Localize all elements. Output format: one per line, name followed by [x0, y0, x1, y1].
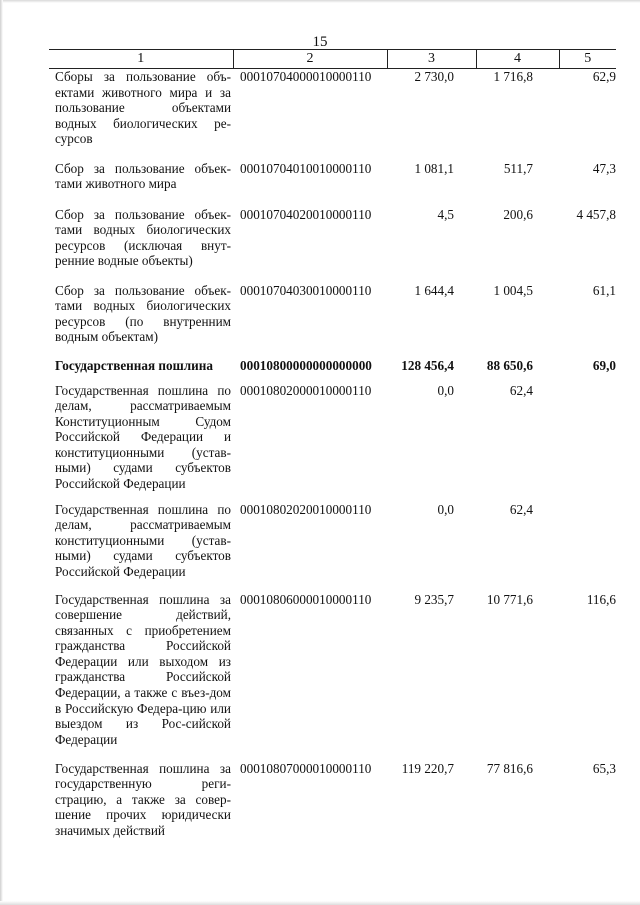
- row-value-5: [559, 383, 616, 502]
- budget-table: [49, 49, 616, 841]
- row-code: 00010800000000000000: [240, 357, 372, 373]
- row-value-4: 1 004,5: [493, 282, 533, 298]
- table-row: [49, 761, 616, 841]
- column-header-3: 3: [387, 50, 476, 69]
- row-value-5: 62,9: [592, 69, 616, 84]
- table-row: [49, 69, 616, 161]
- row-code: 00010704020010000110: [240, 206, 372, 222]
- row-value-4: 88 650,6: [486, 357, 533, 373]
- row-value-4: 62,4: [509, 501, 533, 517]
- scan-edge-left: [0, 0, 3, 905]
- row-value-5: 116,6: [586, 591, 616, 607]
- row-value-3: 1 644,4: [414, 282, 454, 298]
- row-name: Государственная пошлина по делам, рассматриваемым Конституционным Судом Российской Федерации и конституционными (устав-ными) судами субъектов Российской Федерации: [55, 382, 231, 492]
- row-value-4: 77 816,6: [486, 760, 533, 776]
- row-value-4: 200,6: [503, 206, 533, 222]
- row-value-3: 9 235,7: [414, 591, 454, 607]
- row-value-5: 65,3: [592, 760, 616, 776]
- row-value-3: 4,5: [437, 206, 454, 222]
- row-value-5: 4 457,8: [576, 206, 616, 222]
- column-header-5: 5: [559, 50, 616, 69]
- row-name: Сбор за пользование объек-тами водных биологических ресурсов (по внутренним водным объектам): [55, 282, 231, 345]
- table-row: [49, 161, 616, 207]
- row-code: 00010704000010000110: [240, 69, 372, 84]
- header-row: [49, 50, 616, 69]
- row-value-3: 119 220,7: [401, 760, 454, 776]
- row-code: 00010704010010000110: [240, 160, 372, 176]
- row-value-4: 1 716,8: [493, 69, 533, 84]
- table-row: [49, 502, 616, 592]
- row-value-3: 0,0: [437, 382, 454, 398]
- table-row: [49, 207, 616, 283]
- row-name: Государственная пошлина за государственную реги-страцию, а также за совер-шение прочих юридически значимых действий: [55, 760, 231, 838]
- table-body: [49, 69, 616, 841]
- table-row: [49, 592, 616, 761]
- row-name: Сбор за пользование объек-тами животного мира: [55, 160, 231, 192]
- row-code: 00010704030010000110: [240, 282, 372, 298]
- row-value-5: [559, 502, 616, 592]
- row-name: Сборы за пользование объ-ектами животного мира и за пользование объектами водных биологических ре-сурсов: [55, 69, 231, 147]
- table-row: [49, 383, 616, 502]
- row-name: Государственная пошлина: [55, 357, 213, 373]
- row-code: 00010807000010000110: [240, 760, 372, 776]
- row-value-5: 61,1: [592, 282, 616, 298]
- row-value-3: 2 730,0: [414, 69, 454, 84]
- column-header-1: 1: [49, 50, 233, 69]
- row-code: 00010802020010000110: [240, 501, 372, 517]
- row-name: Государственная пошлина за совершение действий, связанных с приобретением гражданства Российской Федерации или выходом из гражданства Российской Федерации, а также с въез-дом в Российскую Федера-цию или выездом из Рос-сийской Федерации: [55, 591, 231, 747]
- scan-edge-bottom: [0, 901, 640, 905]
- row-value-4: 10 771,6: [486, 591, 533, 607]
- row-value-3: 128 456,4: [401, 357, 454, 373]
- table-row: [49, 358, 616, 383]
- row-value-4: 62,4: [509, 382, 533, 398]
- row-name: Сбор за пользование объек-тами водных биологических ресурсов (исключая внут-ренние водные объекты): [55, 206, 231, 269]
- row-value-3: 1 081,1: [414, 160, 454, 176]
- row-value-4: 511,7: [503, 160, 533, 176]
- column-header-2: 2: [233, 50, 387, 69]
- table-row: [49, 283, 616, 358]
- column-header-4: 4: [476, 50, 559, 69]
- row-value-5: 47,3: [592, 160, 616, 176]
- row-value-5: 69,0: [592, 357, 616, 373]
- row-name: Государственная пошлина по делам, рассматриваемым конституционными (устав-ными) судами субъектов Российской Федерации: [55, 501, 231, 579]
- page-number: 15: [312, 34, 328, 50]
- scan-edge-top: [0, 0, 640, 3]
- row-code: 00010802000010000110: [240, 382, 372, 398]
- table-header: [49, 50, 616, 69]
- row-code: 00010806000010000110: [240, 591, 372, 607]
- row-value-3: 0,0: [437, 501, 454, 517]
